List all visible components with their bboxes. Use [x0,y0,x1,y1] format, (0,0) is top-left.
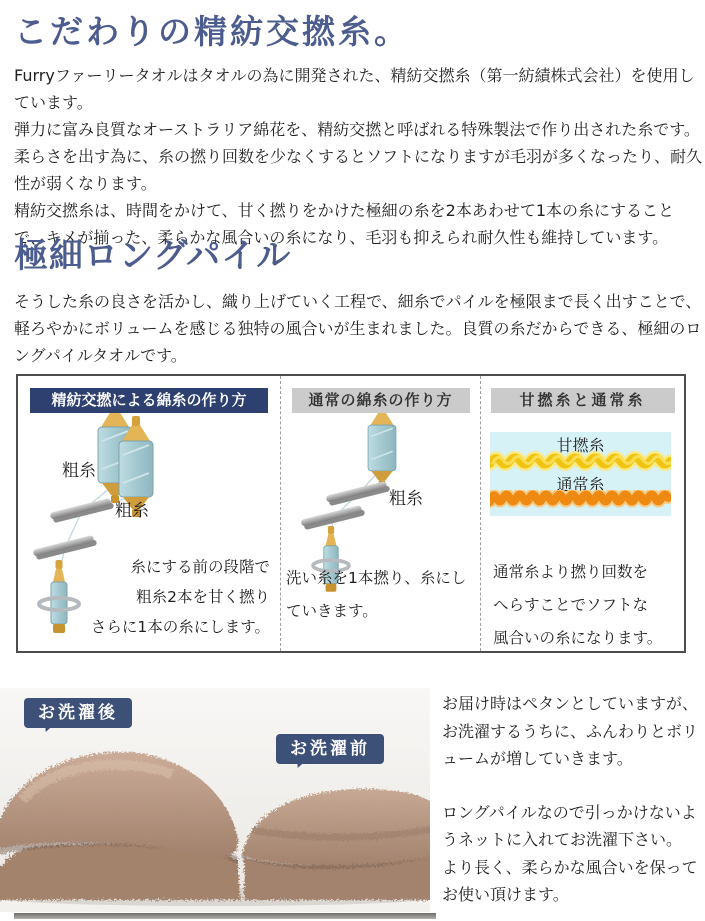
after-wash-badge: お洗濯後 [24,698,132,728]
roving-label-2: 粗糸 [115,501,149,521]
soft-twist-yarn-icon [490,450,671,474]
intro-paragraphs [14,62,704,251]
intro-paragraph-2: 弾力に富み良質なオーストラリア綿花を、精紡交撚と呼ばれる特殊製法で作り出された糸です。 [14,120,700,139]
intro-paragraph-1: Furryファーリータオルはタオルの為に開発された、精紡交撚糸（第一紡績株式会社）を使用しています。 [14,66,695,112]
diagram-col-compare [480,376,684,651]
next-section-strip [14,913,436,919]
roving-label-1: 粗糸 [62,461,96,481]
diagram-caption-normal: 洗い糸を1本撚り、糸にしていきます。 [286,569,467,620]
soft-twist-label: 甘撚糸 [556,436,605,455]
normal-twist-yarn-icon [490,490,671,512]
intro-paragraph-3: 柔らさを出す為に、糸の撚り回数を少なくするとソフトになりますが毛羽が多くなったり、耐久性が弱くなります。 [14,147,703,193]
roving-label-3: 粗糸 [389,489,423,509]
intro-heading: こだわりの精紡交撚糸。 [14,12,410,51]
diagram-header-normal: 通常の綿糸の作り方 [292,388,470,413]
thread-line [331,468,382,542]
diagram-header-spun-twisted: 精紡交撚による綿糸の作り方 [30,388,268,413]
intro-paragraph-4: 精紡交撚糸は、時間をかけて、甘く撚りをかけた極細の糸を2本あわせて1本の糸にすることで、キメが揃った、柔らかな風合いの糸になり、毛羽も抑えられ耐久性も維持しています。 [14,201,675,247]
pile-heading: 極細ロングパイル [14,236,292,276]
diagram-header-compare: 甘撚糸と通常糸 [491,388,675,413]
wash-paragraph-1: お届け時はペタンとしていますが、お洗濯するうちに、ふんわりとボリュームが増していきます。 [442,694,699,768]
yarn-process-diagram [16,374,686,653]
diagram-caption-compare: 通常糸より撚り回数を へらすことでソフトな 風合いの糸になります。 [493,563,663,647]
normal-twist-label: 通常糸 [556,475,605,494]
wash-paragraphs [442,690,703,909]
pile-paragraph: そうした糸の良さを活かし、織り上げていく工程で、細糸でパイルを極限まで長く出すことで、軽ろやかにボリュームを感じる独特の風合いが生まれました。良質の糸だからできる、極細のロングパイルタオルです。 [14,292,702,365]
before-wash-badge: お洗濯前 [276,734,384,764]
yarn-compare-panel [490,432,671,516]
diagram-col-spun-twisted [18,376,280,651]
towel-photo [0,688,430,912]
diagram-col-normal [280,376,480,651]
wash-paragraph-2: ロングパイルなので引っかけないようネットに入れてお洗濯下さい。 より長く、柔らかな風合いを保ってお使い頂けます。 [442,802,698,904]
diagram-caption-spun-twisted: 糸にする前の段階で 粗糸2本を甘く撚り さらに1本の糸にします。 [90,558,270,636]
